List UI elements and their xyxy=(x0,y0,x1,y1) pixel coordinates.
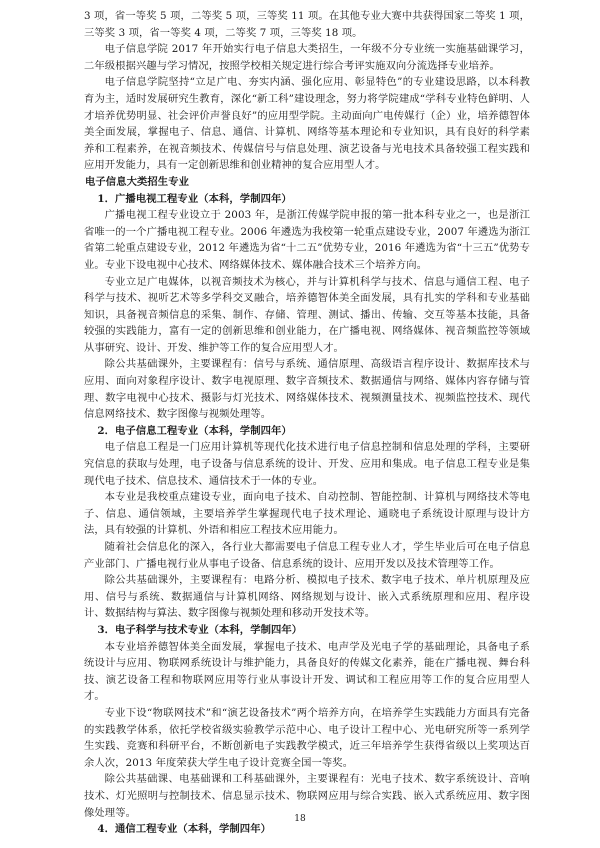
paragraph-broadcast-courses: 除公共基础课外，主要课程有：信号与系统、通信原理、高级语言程序设计、数据库技术与应用、面向对象程序设计、数字电视原理、数字音频技术、数据通信与网络、媒体内容存储与管理、数字电视中心技术、摄影与灯光技术、网络媒体技术、视频测量技术、视频监控技术、现代信息网络技术、数字图像与视频处理等。 xyxy=(84,358,530,421)
paragraph-est-practice: 专业下设“物联网技术”和“演艺设备技术”两个培养方向，在培养学生实践能力方面具有完备的实践教学体系，依托学校省级实验教学示范中心、电子设计工程中心、光电研究所等一系列学生实践、竞赛和科研平台，不断创新电子实践教学模式，近三年培养学生获得省级以上奖项达百余人次，2013 年度荣获大学生电子设计竞赛全国一等奖。 xyxy=(84,706,530,769)
heading-electronic-info-engineering: 2．电子信息工程专业（本科，学制四年） xyxy=(97,424,292,437)
heading-broadcast-engineering: 1．广播电视工程专业（本科，学制四年） xyxy=(97,192,292,205)
paragraph-eie-careers: 随着社会信息化的深入，各行业大都需要电子信息工程专业人才，学生毕业后可在电子信息产业部门、广播电视行业从事电子设备、信息系统的设计、应用开发以及技术管理等工作。 xyxy=(84,541,530,570)
paragraph-awards-continued: 3 项，省一等奖 5 项，二等奖 5 项，三等奖 11 项。在其他专业大赛中共获得国家二等奖 1 项，三等奖 3 项，省一等奖 4 项，二等奖 7 项，三等奖 18 项。 xyxy=(84,10,530,39)
paragraph-broadcast-goals: 专业立足广电媒体，以视音频技术为核心，并与计算机科学与技术、信息与通信工程、电子科学与技术、视听艺术等多学科交叉融合，培养德智体美全面发展，具有扎实的学科和专业基础知识，具备视音频信息的采集、制作、存储、管理、测试、播出、传输、交互等基本技能，具备较强的实践能力，富有一定的创新思维和创业能力，在广播电视、网络媒体、视音频监控等领域从事研究、设计、开发、维护等工作的复合应用型人才。 xyxy=(84,275,530,354)
paragraph-est-courses: 除公共基础课、电基础课和工科基础课外，主要课程有：光电子技术、数字系统设计、音响技术、灯光照明与控制技术、信息显示技术、物联网应用与综合实践、嵌入式系统应用、数字图像处理等。 xyxy=(84,773,530,819)
section-heading-majors: 电子信息大类招生专业 xyxy=(85,175,189,188)
document-body xyxy=(84,8,530,838)
paragraph-enrollment-policy: 电子信息学院 2017 年开始实行电子信息大类招生，一年级不分专业统一实施基础课学习，二年级根据兴趣与学习情况，按照学校相关规定进行综合考评实施双向分流选择专业培养。 xyxy=(84,43,530,72)
heading-electronic-science: 3．电子科学与技术专业（本科，学制四年） xyxy=(97,623,303,636)
paragraph-est-goals: 本专业培养德智体美全面发展，掌握电子技术、电声学及光电子学的基础理论，具备电子系统设计与应用、物联网系统设计与维护能力，具备良好的传媒文化素养，能在广播电视、舞台科技、演艺设备工程和物联网应用等行业从事设计开发、调试和工程应用等工作的复合应用型人才。 xyxy=(84,640,530,703)
paragraph-eie-goals: 本专业是我校重点建设专业，面向电子技术、自动控制、智能控制、计算机与网络技术等电子、信息、通信领域，主要培养学生掌握现代电子技术理论、通晓电子系统设计原理与设计方法，具有较强的计算机、外语和相应工程技术应用能力。 xyxy=(84,491,530,537)
paragraph-eie-intro: 电子信息工程是一门应用计算机等现代化技术进行电子信息控制和信息处理的学科，主要研究信息的获取与处理，电子设备与信息系统的设计、开发、应用和集成。电子信息工程专业是集现代电子技术、信息技术、通信技术于一体的专业。 xyxy=(84,441,530,487)
heading-communication-engineering: 4．通信工程专业（本科，学制四年） xyxy=(97,823,271,836)
paragraph-college-mission: 电子信息学院坚持“立足广电、夯实内涵、强化应用、彰显特色”的专业建设思路，以本科教育为主，适时发展研究生教育，深化“新工科”建设理念，努力将学院建成“学科专业特色鲜明、人才培养优势明显、社会评价声誉良好”的应用型学院。主动面向广电传媒行（企）业，培养德智体美全面发展，掌握电子、信息、通信、计算机、网络等基本理论和专业知识，具有良好的科学素养和工程素养，在视音频技术、传媒信号与信息处理、演艺设备与光电技术具备较强工程实践和应用开发能力，具有一定创新思维和创业精神的复合应用型人才。 xyxy=(84,76,530,172)
paragraph-eie-courses: 除公共基础课外，主要课程有：电路分析、模拟电子技术、数字电子技术、单片机原理及应用、信号与系统、数据通信与计算机网络、网络规划与设计、嵌入式系统原理和应用、程序设计、数据结构与算法、数字图像与视频处理和移动开发技术等。 xyxy=(84,574,530,620)
page-number: 18 xyxy=(294,814,306,824)
paragraph-broadcast-history: 广播电视工程专业设立于 2003 年，是浙江传媒学院申报的第一批本科专业之一，也是浙江省唯一的一个广播电视工程专业。2006 年遴选为我校第一轮重点建设专业，2007 年遴选为浙江省第二轮重点建设专业，2012 年遴选为省“十二五”优势专业，2016 年遴选为省“十三五”优势专业。专业下设电视中心技术、网络媒体技术、媒体融合技术三个培养方向。 xyxy=(84,209,530,271)
